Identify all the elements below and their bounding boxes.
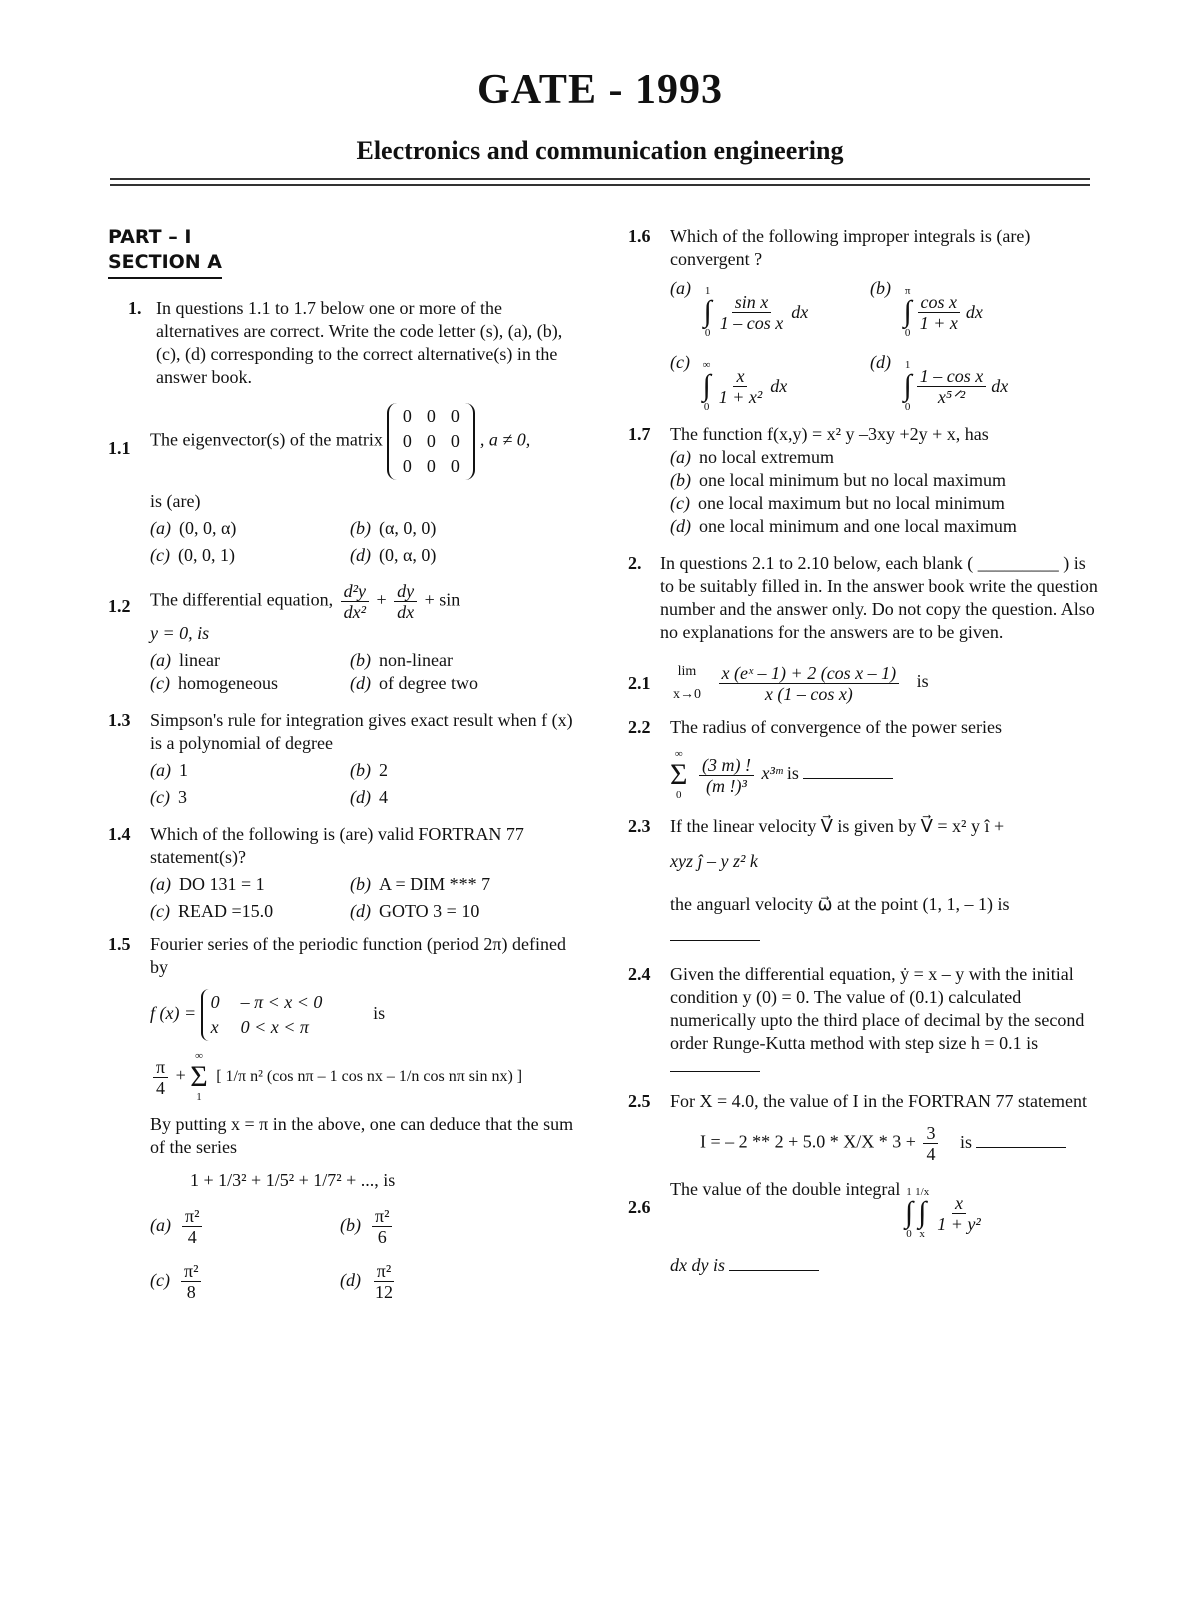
denominator: dx: [397, 602, 415, 622]
sum-upper: ∞: [195, 1050, 203, 1062]
matrix-cell: 0: [450, 456, 460, 476]
function-label: f (x) =: [150, 1003, 197, 1024]
fourier-series: [150, 1051, 588, 1103]
option-text: (0, α, 0): [379, 545, 437, 565]
matrix: [387, 403, 475, 480]
denominator: 8: [186, 1282, 196, 1302]
option-c: [150, 1261, 330, 1302]
numerator: (3 m) !: [699, 755, 754, 776]
option-d: [350, 544, 550, 567]
series-term: x³ᵐ: [761, 763, 783, 784]
question-text: Which of the following improper integrals is (are) convergent ?: [670, 226, 1031, 269]
integrand: [917, 366, 986, 407]
answer-blank: [729, 1256, 819, 1271]
header-rule-bottom: [110, 184, 1090, 186]
option-b: [350, 759, 550, 782]
question-2-1: [628, 660, 1098, 706]
upper-limit: π: [904, 285, 911, 297]
integral: [702, 359, 787, 413]
option-label: (a): [670, 278, 691, 298]
question-number: 2.2: [628, 717, 651, 737]
question-number: 2.6: [628, 1197, 651, 1217]
option-label: (d): [870, 352, 891, 372]
option-fraction: [372, 1206, 392, 1247]
matrix-cell: 0: [450, 406, 460, 426]
option-label: (c): [150, 787, 170, 807]
matrix-cell: 0: [426, 456, 436, 476]
question-number: 1.: [128, 298, 142, 318]
option-d: [350, 786, 550, 809]
option-label: (d): [350, 545, 371, 565]
option-label: (a): [150, 650, 171, 670]
option-text: of degree two: [379, 673, 478, 693]
summation-sign: ∞ Σ 0: [670, 748, 688, 801]
sin-term: + sin: [424, 589, 461, 610]
series-expression: 1 + 1/3² + 1/5² + 1/7² + ..., is: [190, 1170, 396, 1190]
question-number: 1.7: [628, 424, 651, 444]
option-text: 4: [379, 787, 388, 807]
question-number: 2.4: [628, 964, 651, 984]
option-label: (c): [670, 493, 690, 513]
option-text: one local minimum and one local maximum: [699, 516, 1017, 536]
numerator: dy: [394, 581, 417, 602]
option-label: (d): [350, 787, 371, 807]
integral-sign-inner: 1/x ∫ x: [915, 1186, 930, 1240]
answer-blank: [670, 926, 760, 941]
denominator: x (1 – cos x): [764, 683, 853, 704]
question-1: [108, 297, 588, 389]
integral-sign-outer: 1 ∫ 0: [904, 1186, 914, 1240]
option-label: (a): [150, 1214, 171, 1235]
double-integral: [905, 1186, 987, 1240]
option-label: (c): [150, 545, 170, 565]
integral-sign: π ∫ 0: [903, 285, 912, 339]
question-number: 2.: [628, 553, 642, 573]
option-text: DO 131 = 1: [179, 874, 265, 894]
question-number: 2.3: [628, 816, 651, 836]
option-label: (d): [350, 901, 371, 921]
lower-limit: 0: [904, 327, 911, 339]
answer-blank: [670, 1057, 760, 1072]
option-text: 1: [179, 760, 188, 780]
question-2-4: [628, 963, 1098, 1078]
denominator: 1 + y²: [937, 1213, 981, 1234]
denominator: 4: [187, 1227, 197, 1247]
option-text: (0, 0, α): [179, 518, 237, 538]
answer-blank: [976, 1133, 1066, 1148]
page-title: GATE - 1993: [477, 67, 723, 113]
integrand: [934, 1193, 984, 1234]
option-text: linear: [179, 650, 220, 670]
lower-limit: x: [919, 1228, 925, 1240]
question-1-5: [108, 933, 588, 1302]
upper-limit: 1: [704, 285, 711, 297]
option-label: (a): [670, 447, 691, 467]
fortran-expression: I = – 2 ** 2 + 5.0 * X/X * 3 +: [700, 1131, 916, 1152]
option-a: [150, 1206, 330, 1247]
upper-limit: 1/x: [915, 1186, 930, 1198]
denominator: 1 + x²: [718, 386, 763, 407]
option-text: READ =15.0: [177, 901, 274, 921]
option-b: [870, 277, 1070, 339]
matrix-cell: 0: [402, 406, 412, 426]
question-2-3: [628, 815, 1098, 947]
denominator: 1 – cos x: [719, 312, 784, 333]
page-subtitle: Electronics and communication engineering: [356, 136, 844, 165]
differential: dx: [770, 375, 788, 396]
denominator: 4: [156, 1077, 166, 1098]
question-line-2: dx dy is: [670, 1255, 725, 1275]
left-column: [108, 225, 588, 1302]
option-label: (a): [150, 760, 171, 780]
question-number: 1.1: [108, 438, 131, 458]
numerator: x: [733, 366, 747, 387]
section-heading: SECTION A: [108, 250, 222, 279]
option-b: [670, 469, 1098, 492]
series-body: [ 1/π n² (cos nπ – 1 cos nx – 1/n cos nπ sin nx) ]: [216, 1068, 523, 1086]
sum-lower: 0: [675, 789, 682, 801]
question-number: 1.5: [108, 934, 131, 954]
integral: [904, 359, 1009, 413]
option-b: [350, 649, 550, 672]
matrix-cell: 0: [426, 431, 436, 451]
is-word: is: [916, 671, 929, 692]
option-d: [350, 672, 550, 695]
matrix-condition: , a ≠ 0,: [479, 429, 531, 450]
integrand: [717, 292, 786, 333]
option-text: 3: [177, 787, 187, 807]
option-b: [350, 517, 550, 540]
summation-sign: ∞ Σ 1: [190, 1050, 208, 1103]
option-b: [340, 1206, 540, 1247]
fraction-3-4: [923, 1123, 938, 1164]
answer-blank: [803, 764, 893, 779]
denominator: 4: [926, 1144, 936, 1164]
question-text: The value of the double integral: [670, 1179, 901, 1199]
differential: dx: [791, 301, 809, 322]
option-label: (b): [340, 1214, 361, 1235]
piecewise-function: [150, 989, 588, 1041]
integral-sign: 1 ∫ 0: [903, 359, 912, 413]
numerator: π²: [182, 1206, 202, 1227]
question-number: 1.6: [628, 226, 651, 246]
option-text: (α, 0, 0): [379, 518, 437, 538]
question-1-6: [628, 225, 1098, 413]
part-heading: PART – I: [108, 226, 192, 248]
option-label: (d): [670, 516, 691, 536]
option-c: [150, 544, 340, 567]
option-text: A = DIM *** 7: [379, 874, 491, 894]
question-text: In questions 1.1 to 1.7 below one or more of the alternatives are correct. Write the code letter (s), (a), (b), (c), (d) corresponding to the correct alternative(s) in the answer book.: [156, 298, 563, 387]
numerator: 1 – cos x: [917, 366, 986, 387]
numerator: 3: [923, 1123, 938, 1144]
option-label: (c): [670, 352, 690, 372]
option-label: (b): [350, 874, 371, 894]
denominator: x⁵ᐟ²: [937, 386, 966, 407]
differential: dx: [991, 375, 1009, 396]
option-text: homogeneous: [177, 673, 278, 693]
question-text: The differential equation,: [150, 589, 334, 610]
header-rule-top: [110, 178, 1090, 180]
lower-limit: 0: [904, 401, 911, 413]
differential: dx: [965, 301, 983, 322]
option-d: [340, 1261, 540, 1302]
fraction-d2y-dx2: [341, 581, 369, 622]
option-text: one local minimum but no local maximum: [699, 470, 1006, 490]
upper-limit: 1: [906, 1186, 912, 1198]
denominator: 12: [375, 1282, 393, 1302]
sum-lower: 1: [196, 1091, 202, 1103]
option-text: no local extremum: [699, 447, 834, 467]
series-fraction: [699, 755, 754, 796]
option-a: [150, 649, 340, 672]
right-column: [628, 225, 1098, 1277]
option-label: (b): [350, 650, 371, 670]
fraction-dy-dx: [394, 581, 417, 622]
question-1-2: [108, 581, 588, 695]
option-label: (a): [150, 518, 171, 538]
question-1-3: [108, 709, 588, 809]
question-line-2: xyz ĵ – y z² k: [670, 851, 758, 871]
integral: [704, 285, 809, 339]
option-b: [350, 873, 550, 896]
question-text: For X = 4.0, the value of I in the FORTRAN 77 statement: [670, 1091, 1088, 1111]
question-number: 2.1: [628, 673, 651, 693]
plus-sign: +: [175, 1065, 186, 1086]
lower-limit: 0: [703, 401, 710, 413]
case-value: 0: [210, 992, 220, 1012]
question-1-4: [108, 823, 588, 923]
question-number: 1.4: [108, 824, 131, 844]
integral-sign: ∞ ∫ 0: [702, 359, 711, 413]
option-c: [670, 492, 1098, 515]
question-text-2: By putting x = π in the above, one can deduce that the sum of the series: [150, 1114, 574, 1157]
question-2-2: [628, 716, 1098, 801]
option-label: (b): [350, 760, 371, 780]
option-text: 2: [379, 760, 388, 780]
option-a: [670, 446, 1098, 469]
question-1-1: [108, 403, 588, 567]
question-line-2: y = 0, is: [150, 623, 210, 643]
option-fraction: [182, 1206, 202, 1247]
question-text: The function f(x,y) = x² y –3xy +2y + x, has: [670, 424, 989, 444]
option-text: non-linear: [379, 650, 453, 670]
matrix-cell: 0: [426, 406, 436, 426]
option-c: [150, 900, 340, 923]
case-condition: – π < x < 0: [240, 992, 323, 1012]
numerator: π²: [374, 1261, 394, 1282]
cases-block: [201, 989, 359, 1041]
limit: [673, 660, 701, 706]
option-fraction: [181, 1261, 201, 1302]
numerator: d²y: [341, 581, 369, 602]
plus-sign: +: [376, 589, 387, 610]
denominator: (m !)³: [706, 775, 747, 796]
option-a: [150, 873, 340, 896]
question-text: Simpson's rule for integration gives exact result when f (x) is a polynomial of degree: [150, 710, 573, 753]
denominator: 1 + x: [919, 312, 958, 333]
question-text: Which of the following is (are) valid FORTRAN 77 statement(s)?: [150, 824, 524, 867]
option-label: (c): [150, 901, 170, 921]
option-c: [150, 786, 340, 809]
denominator: dx²: [343, 602, 366, 622]
question-text: If the linear velocity V⃗ is given by V⃗ = x² y î +: [670, 816, 1005, 836]
denominator: 6: [377, 1227, 387, 1247]
option-fraction: [372, 1261, 396, 1302]
option-label: (c): [150, 1269, 170, 1290]
option-label: (b): [670, 470, 691, 490]
option-d: [670, 515, 1098, 538]
option-a: [150, 517, 340, 540]
option-text: (0, 0, 1): [177, 545, 235, 565]
lower-limit: 0: [906, 1228, 912, 1240]
option-text: GOTO 3 = 10: [379, 901, 480, 921]
question-text: The radius of convergence of the power series: [670, 717, 1003, 737]
option-label: (d): [340, 1269, 361, 1290]
numerator: x (eˣ – 1) + 2 (cos x – 1): [719, 663, 900, 684]
option-label: (b): [870, 278, 891, 298]
question-2: [628, 552, 1098, 644]
lim-sub: x→0: [673, 687, 701, 702]
question-text: Fourier series of the periodic function (period 2π) defined by: [150, 934, 566, 977]
numerator: x: [952, 1193, 966, 1214]
option-d: [870, 351, 1070, 413]
matrix-cell: 0: [402, 456, 412, 476]
numerator: cos x: [918, 292, 960, 313]
fraction-pi-4: [153, 1057, 168, 1098]
numerator: π²: [372, 1206, 392, 1227]
question-1-7: [628, 423, 1098, 538]
numerator: π: [153, 1057, 168, 1078]
upper-limit: ∞: [702, 359, 711, 371]
sum-upper: ∞: [674, 748, 683, 760]
lower-limit: 0: [704, 327, 711, 339]
integral: [904, 285, 983, 339]
question-number: 2.5: [628, 1091, 651, 1111]
is-word: is: [959, 1131, 972, 1152]
case-value: x: [210, 1017, 219, 1037]
option-label: (d): [350, 673, 371, 693]
integral-sign: 1 ∫ 0: [703, 285, 712, 339]
option-c: [150, 672, 340, 695]
question-2-6: [628, 1178, 1098, 1277]
integrand: [716, 366, 766, 407]
option-d: [350, 900, 550, 923]
matrix-cell: 0: [450, 431, 460, 451]
question-tail: is (are): [150, 491, 201, 511]
lim-word: lim: [677, 664, 697, 679]
numerator: π²: [181, 1261, 201, 1282]
question-line-3: the anguarl velocity ω⃗ at the point (1, 1, – 1) is: [670, 894, 1010, 914]
option-a: [670, 277, 870, 339]
upper-limit: 1: [904, 359, 911, 371]
integrand: [917, 292, 961, 333]
option-label: (b): [350, 518, 371, 538]
question-text: In questions 2.1 to 2.10 below, each blank ( _________ ) is to be suitably filled in. In the answer book write the question number and the answer only. Do not copy the question. Also no explanations for the answers are to be given.: [660, 553, 1098, 642]
matrix-cell: 0: [402, 431, 412, 451]
question-number: 1.3: [108, 710, 131, 730]
limit-fraction: [719, 663, 900, 704]
numerator: sin x: [732, 292, 772, 313]
option-label: (a): [150, 874, 171, 894]
question-number: 1.2: [108, 596, 131, 616]
question-text: The eigenvector(s) of the matrix: [150, 429, 383, 450]
option-a: [150, 759, 340, 782]
option-c: [670, 351, 870, 413]
option-text: one local maximum but no local minimum: [697, 493, 1005, 513]
option-label: (c): [150, 673, 170, 693]
case-condition: 0 < x < π: [240, 1017, 309, 1037]
is-word: is: [373, 1003, 386, 1024]
question-2-5: [628, 1090, 1098, 1164]
question-text: Given the differential equation, ẏ = x – y with the initial condition y (0) = 0. The value of (0.1) calculated numerically upto the third place of decimal by the second order Runge-Kutta method with step size h = 0.1 is: [670, 964, 1085, 1053]
is-word: is: [786, 763, 799, 784]
